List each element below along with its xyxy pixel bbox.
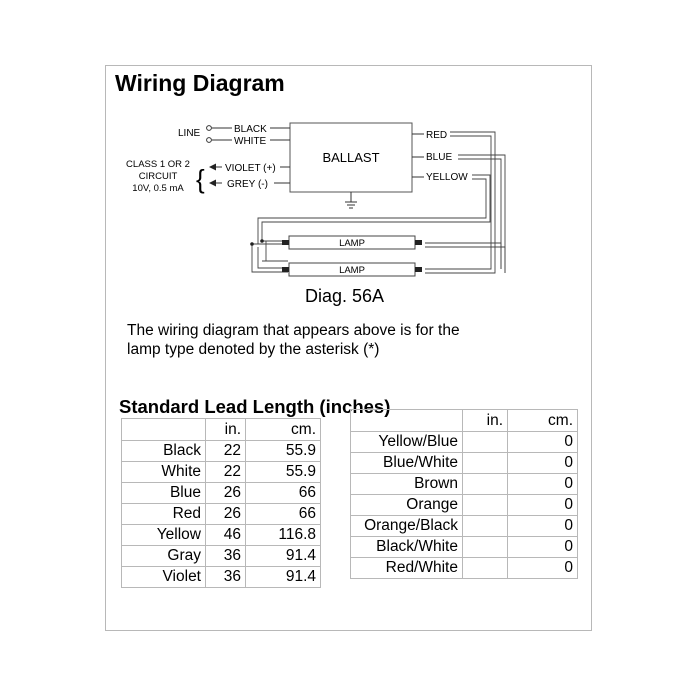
page-title: Wiring Diagram — [115, 70, 285, 96]
lead-in — [463, 537, 508, 558]
brace-icon: { — [196, 164, 205, 194]
lead-cm: 91.4 — [246, 567, 321, 588]
lamp-1-label: LAMP — [339, 238, 365, 249]
class-circuit-line3: 10V, 0.5 mA — [132, 183, 184, 194]
black-terminal — [207, 126, 212, 131]
table-row — [351, 495, 578, 516]
header-in: in. — [463, 410, 508, 432]
lead-cm: 66 — [246, 483, 321, 504]
lead-in: 22 — [206, 462, 246, 483]
lead-in — [463, 474, 508, 495]
lead-name: Blue/White — [351, 453, 463, 474]
table-row — [351, 453, 578, 474]
lead-name: Orange/Black — [351, 516, 463, 537]
table-row — [351, 432, 578, 453]
lead-in — [463, 558, 508, 579]
lead-cm: 91.4 — [246, 546, 321, 567]
lead-cm: 0 — [508, 453, 578, 474]
table-row — [122, 483, 321, 504]
lead-in: 36 — [206, 567, 246, 588]
class-circuit-line2: CIRCUIT — [138, 171, 178, 182]
yellow-wire-label: YELLOW — [426, 172, 468, 183]
lead-cm: 55.9 — [246, 441, 321, 462]
lead-in — [463, 495, 508, 516]
arrow-left-icon — [209, 164, 216, 171]
line-label: LINE — [178, 128, 201, 139]
lead-cm: 55.9 — [246, 462, 321, 483]
table-row — [351, 537, 578, 558]
header-in: in. — [206, 419, 246, 441]
lead-cm: 0 — [508, 432, 578, 453]
lead-cm: 0 — [508, 537, 578, 558]
lead-cm: 0 — [508, 495, 578, 516]
lead-length-table-right — [350, 409, 578, 579]
lead-cm: 0 — [508, 474, 578, 495]
grey-wire-label: GREY (-) — [227, 179, 268, 190]
white-wire-label: WHITE — [234, 136, 267, 147]
ballast-label: BALLAST — [322, 150, 380, 165]
header-blank — [122, 419, 206, 441]
lead-in: 26 — [206, 504, 246, 525]
lead-name: Yellow — [122, 525, 206, 546]
lead-in — [463, 516, 508, 537]
lamp-2-label: LAMP — [339, 265, 365, 276]
lead-name: Red/White — [351, 558, 463, 579]
header-cm: cm. — [246, 419, 321, 441]
ground-icon — [345, 192, 357, 208]
header-cm: cm. — [508, 410, 578, 432]
lead-name: Violet — [122, 567, 206, 588]
lead-in — [463, 432, 508, 453]
class-circuit-line1: CLASS 1 OR 2 — [126, 159, 190, 170]
lead-name: Red — [122, 504, 206, 525]
lead-name: White — [122, 462, 206, 483]
lead-length-table-left — [121, 418, 321, 588]
arrow-left-icon — [209, 180, 216, 187]
asterisk-note: The wiring diagram that appears above is for the lamp type denoted by the asterisk (*) — [127, 322, 460, 358]
lead-cm: 0 — [508, 558, 578, 579]
table-row — [122, 546, 321, 567]
lead-in: 22 — [206, 441, 246, 462]
lead-cm: 116.8 — [246, 525, 321, 546]
table-row — [122, 504, 321, 525]
diagram-caption: Diag. 56A — [305, 286, 385, 306]
white-terminal — [207, 138, 212, 143]
table-row — [351, 474, 578, 495]
lead-in: 46 — [206, 525, 246, 546]
lead-name: Blue — [122, 483, 206, 504]
lead-in: 26 — [206, 483, 246, 504]
table-row — [351, 516, 578, 537]
lead-table-title: Standard Lead Length (inches) — [119, 396, 391, 417]
red-wire-label: RED — [426, 130, 448, 141]
violet-wire-label: VIOLET (+) — [225, 163, 276, 174]
lead-in: 36 — [206, 546, 246, 567]
table-row — [122, 567, 321, 588]
lead-name: Yellow/Blue — [351, 432, 463, 453]
lead-name: Gray — [122, 546, 206, 567]
table-row — [351, 558, 578, 579]
header-blank — [351, 410, 463, 432]
table-row — [122, 462, 321, 483]
lead-name: Orange — [351, 495, 463, 516]
table-row — [122, 525, 321, 546]
table-header-row — [351, 410, 578, 432]
lead-cm: 0 — [508, 516, 578, 537]
blue-wire-label: BLUE — [426, 152, 453, 163]
junction-dot — [250, 242, 254, 246]
junction-dot — [260, 239, 264, 243]
table-row — [122, 441, 321, 462]
lead-name: Brown — [351, 474, 463, 495]
table-header-row — [122, 419, 321, 441]
lead-name: Black — [122, 441, 206, 462]
lead-in — [463, 453, 508, 474]
black-wire-label: BLACK — [234, 124, 267, 135]
lead-cm: 66 — [246, 504, 321, 525]
lead-name: Black/White — [351, 537, 463, 558]
